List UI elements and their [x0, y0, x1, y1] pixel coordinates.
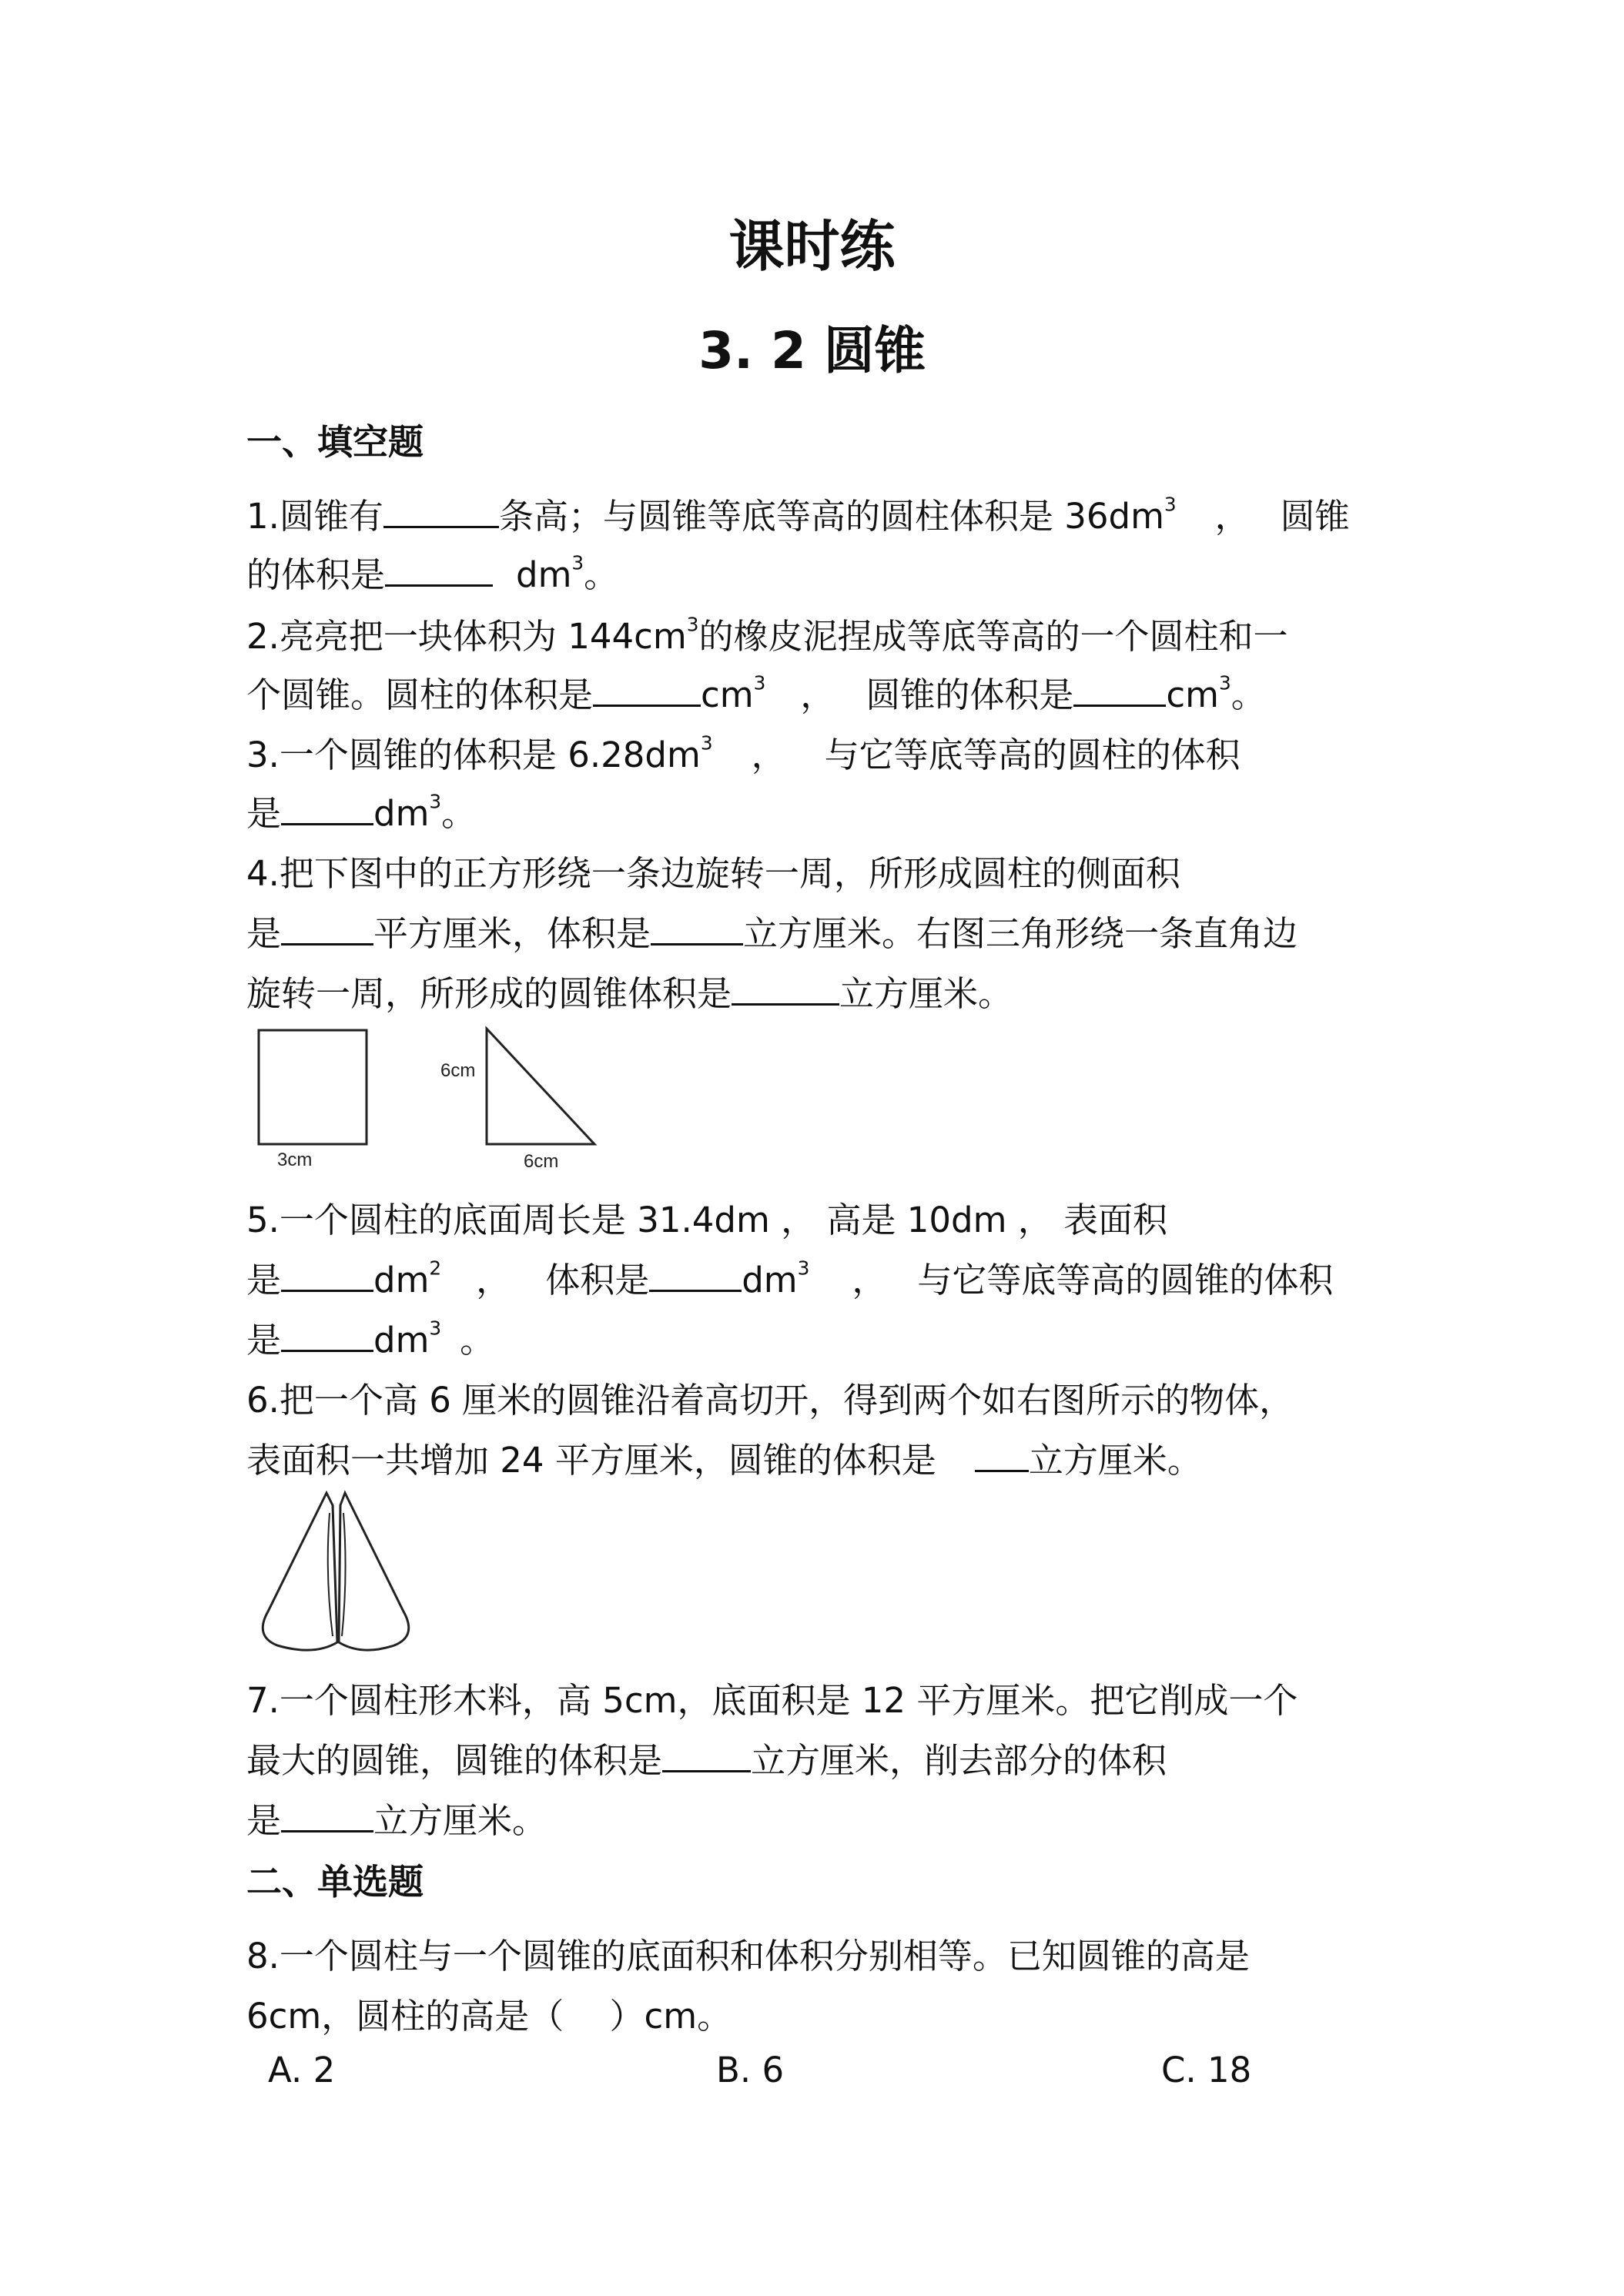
answer-blank[interactable] — [383, 490, 499, 528]
question-7-line-2: 最大的圆锥，圆锥的体积是 立方厘米，削去部分的体积 — [246, 1732, 1167, 1782]
question-6-line-2: 表面积一共增加 24 平方厘米，圆锥的体积是 立方厘米。 — [246, 1432, 1202, 1482]
answer-blank[interactable] — [281, 1794, 373, 1832]
page-subtitle: 3. 2 圆锥 — [698, 321, 926, 380]
answer-blank[interactable] — [975, 1434, 1029, 1472]
question-3-line-2: 是 $dm^3$。 — [246, 785, 476, 835]
option-a[interactable]: A. 2 — [268, 2050, 336, 2090]
question-4-line-1: 4.把下图中的正方形绕一条边旋转一周，所形成圆柱的侧面积 — [246, 853, 1180, 894]
question-6-line-1: 6.把一个高 6 厘米的圆锥沿着高切开，得到两个如右图所示的物体， — [246, 1380, 1294, 1421]
question-2-line-2: 个圆锥。圆柱的体积是 $cm^3$ ， 圆锥的体积是 $cm^3$。 — [246, 667, 1266, 717]
question-1-line-2: 的体积是 $dm^3$。 — [246, 547, 618, 597]
question-3-line-1: 3.一个圆锥的体积是 $6.28dm^3$ ， 与它等底等高的圆柱的体积 — [246, 731, 1241, 775]
question-5-line-3: 是 $dm^3$ 。 — [246, 1312, 494, 1362]
cut-face-line — [328, 1513, 333, 1636]
question-1-line-1: 1.圆锥有 条高；与圆锥等底等高的圆柱体积是 $36dm^3$ ， 圆锥 — [246, 488, 1350, 538]
answer-blank[interactable] — [1073, 668, 1166, 707]
right-triangle-shape — [487, 1029, 594, 1144]
option-b[interactable]: B. 6 — [716, 2050, 785, 2090]
square-triangle-figure — [246, 1016, 616, 1170]
option-c[interactable]: C. 18 — [1161, 2050, 1252, 2090]
answer-blank[interactable] — [732, 967, 839, 1006]
answer-blank[interactable] — [593, 668, 701, 707]
answer-blank[interactable] — [649, 1253, 742, 1292]
triangle-base-label: 6cm — [524, 1151, 559, 1170]
question-8-line-1: 8.一个圆柱与一个圆锥的底面积和体积分别相等。已知圆锥的高是 — [246, 1936, 1250, 1976]
answer-blank[interactable] — [651, 907, 743, 946]
answer-blank[interactable] — [281, 907, 373, 946]
answer-blank[interactable] — [662, 1734, 751, 1772]
section-single-choice-heading: 二、单选题 — [246, 1861, 424, 1903]
square-side-label: 3cm — [277, 1150, 313, 1170]
question-5-line-2: 是 $dm^2$ ， 体积是 $dm^3$ ， 与它等底等高的圆锥的体积 — [246, 1252, 1333, 1302]
answer-blank[interactable] — [281, 1253, 373, 1292]
cone-left-half — [263, 1493, 337, 1650]
question-8-line-2: 6cm，圆柱的高是（ ）cm。 — [246, 1996, 732, 2037]
triangle-height-label: 6cm — [440, 1060, 476, 1081]
answer-blank[interactable] — [385, 548, 493, 587]
page-title: 课时练 — [728, 214, 896, 279]
section-fill-in-heading: 一、填空题 — [246, 421, 424, 463]
question-5-line-1: 5.一个圆柱的底面周长是 31.4dm ， 高是 10dm ， 表面积 — [246, 1200, 1168, 1240]
question-4-line-2: 是 平方厘米，体积是 立方厘米。右图三角形绕一条直角边 — [246, 905, 1298, 956]
question-7-line-1: 7.一个圆柱形木料，高 5cm，底面积是 12 平方厘米。把它削成一个 — [246, 1680, 1298, 1721]
answer-blank[interactable] — [281, 1314, 373, 1352]
answer-blank[interactable] — [281, 787, 373, 825]
question-4-line-3: 旋转一周，所形成的圆锥体积是 立方厘米。 — [246, 966, 1013, 1016]
question-2-line-1: 2.亮亮把一块体积为 $144cm^3$的橡皮泥捏成等底等高的一个圆柱和一 — [246, 613, 1288, 657]
question-7-line-3: 是 立方厘米。 — [246, 1792, 547, 1842]
square-shape — [259, 1030, 367, 1144]
cut-face-line — [342, 1513, 346, 1636]
split-cone-figure — [246, 1482, 431, 1659]
cone-right-half — [339, 1493, 409, 1650]
